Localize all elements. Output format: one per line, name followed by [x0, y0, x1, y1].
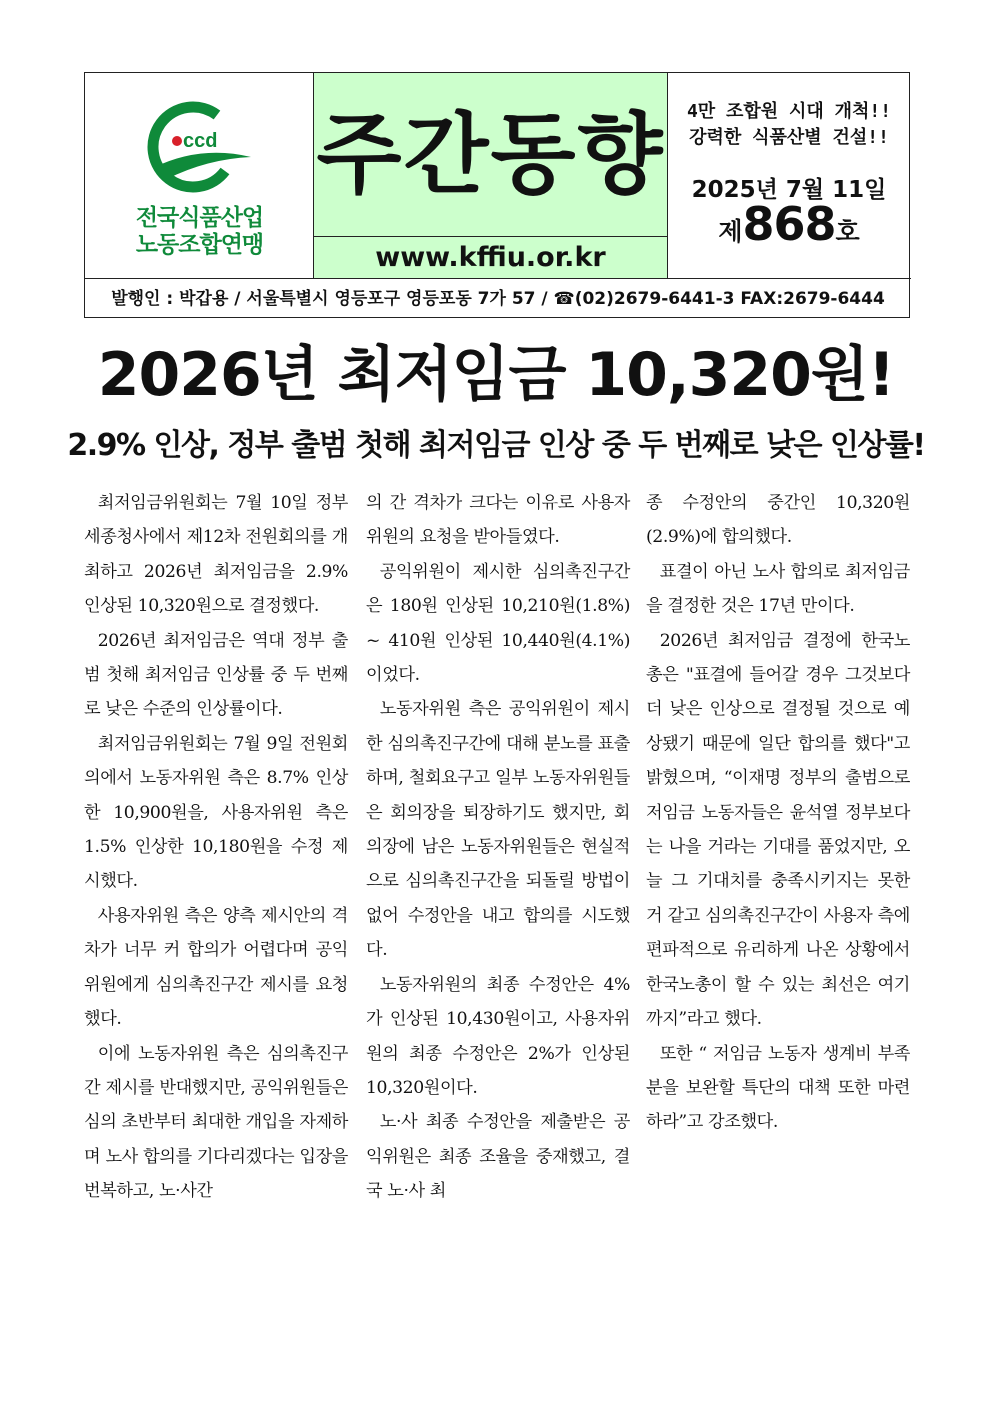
article-column-1 — [84, 486, 348, 1209]
paragraph: 의 간 격차가 크다는 이유로 사용자위원의 요청을 받아들였다. — [366, 493, 630, 548]
paragraph: 사용자위원 측은 양측 제시안의 격차가 너무 커 합의가 어렵다며 공익위원에게 심의촉진구간 제시를 요청했다. — [84, 905, 348, 1030]
issue-date: 2025년 7월 11일 — [691, 177, 887, 203]
article-subheadline: 2.9% 인상, 정부 출범 첫해 최저임금 인상 중 두 번째로 낮은 인상률! — [67, 428, 925, 463]
issue-suffix: 호 — [835, 217, 860, 246]
issue-number-value: 868 — [742, 197, 836, 251]
paragraph: 공익위원이 제시한 심의촉진구간은 180원 인상된 10,210원(1.8%) ~ 410원 인상된 10,440원(4.1%) 이었다. — [366, 561, 630, 686]
paragraph: 또한 “ 저임금 노동자 생계비 부족분을 보완할 특단의 대책 또한 마련하라”고 강조했다. — [646, 1043, 910, 1133]
logo-block — [85, 73, 314, 278]
slogan-line2: 강력한 식품산별 건설!! — [689, 127, 889, 148]
paragraph: 노동자위원 측은 공익위원이 제시한 심의촉진구간에 대해 분노를 표출하며, 철회요구고 일부 노동자위원들은 회의장을 퇴장하기도 했지만, 회의장에 남은 노동자위원들은 현실적으로 심의촉진구간을 되돌릴 방법이 없어 수정안을 내고 합의를 시도했다. — [366, 699, 630, 961]
org-name-line2: 노동조합연맹 — [135, 232, 264, 258]
title-block — [314, 73, 667, 237]
paragraph: 이에 노동자위원 측은 심의촉진구간 제시를 반대했지만, 공익위원들은 심의 초반부터 최대한 개입을 자제하며 노사 합의를 기다리겠다는 입장을 번복하고, 노·사간 — [84, 1043, 348, 1202]
website-url[interactable]: www.kffiu.or.kr — [314, 237, 667, 278]
paragraph: 노·사 최종 수정안을 제출받은 공익위원은 최종 조율을 중재했고, 결국 노·사 최 — [366, 1112, 630, 1202]
publisher-line: 발행인 : 박갑용 / 서울특별시 영등포구 영등포동 7가 57 / ☎(02)2679-6441-3 FAX:2679-6444 — [85, 278, 911, 319]
paragraph: 2026년 최저임금 결정에 한국노총은 "표결에 들어갈 경우 그것보다 더 낮은 인상으로 결정될 것으로 예상됐기 때문에 일단 합의를 했다"고 밝혔으며, “이재명 정부의 출범으로 저임금 노동자들은 윤석열 정부보다는 나을 거라는 기대를 품었지만, 오늘 그 기대치를 충족시키지는 못한 거 같고 심의촉진구간이 사용자 측에 편파적으로 유리하게 나온 상황에서 한국노총이 할 수 있는 최선은 여기까지”라고 했다. — [646, 630, 910, 1030]
issue-prefix: 제 — [718, 217, 743, 246]
paragraph: 노동자위원의 최종 수정안은 4%가 인상된 10,430원이고, 사용자위원의 최종 수정안은 2%가 인상된 10,320원이다. — [366, 974, 630, 1098]
slogan-line1: 4만 조합원 시대 개척!! — [686, 101, 892, 122]
issue-info-block — [667, 73, 911, 278]
org-name-line1: 전국식품산업 — [135, 205, 264, 231]
paragraph: 2026년 최저임금은 역대 정부 출범 첫해 최저임금 인상률 중 두 번째로 낮은 수준의 인상률이다. — [84, 630, 348, 720]
article-headline: 2026년 최저임금 10,320원! — [97, 340, 895, 410]
paragraph: 종 수정안의 중간인 10,320원(2.9%)에 합의했다. — [646, 493, 910, 548]
paragraph: 최저임금위원회는 7월 10일 정부세종청사에서 제12차 전원회의를 개최하고 2026년 최저임금을 2.9% 인상된 10,320원으로 결정했다. — [84, 493, 348, 617]
issue-number — [668, 197, 910, 251]
union-logo-icon — [147, 101, 255, 193]
masthead — [84, 72, 910, 318]
paragraph: 표결이 아닌 노사 합의로 최저임금을 결정한 것은 17년 만이다. — [646, 561, 910, 617]
article-column-2 — [366, 486, 630, 1209]
newsletter-title: 주간동향 — [316, 103, 665, 206]
logo-text: ccd — [183, 130, 218, 152]
paragraph: 최저임금위원회는 7월 9일 전원회의에서 노동자위원 측은 8.7% 인상한 10,900원을, 사용자위원 측은 1.5% 인상한 10,180원을 수정 제시했다. — [84, 733, 348, 892]
article-column-3 — [646, 486, 910, 1140]
